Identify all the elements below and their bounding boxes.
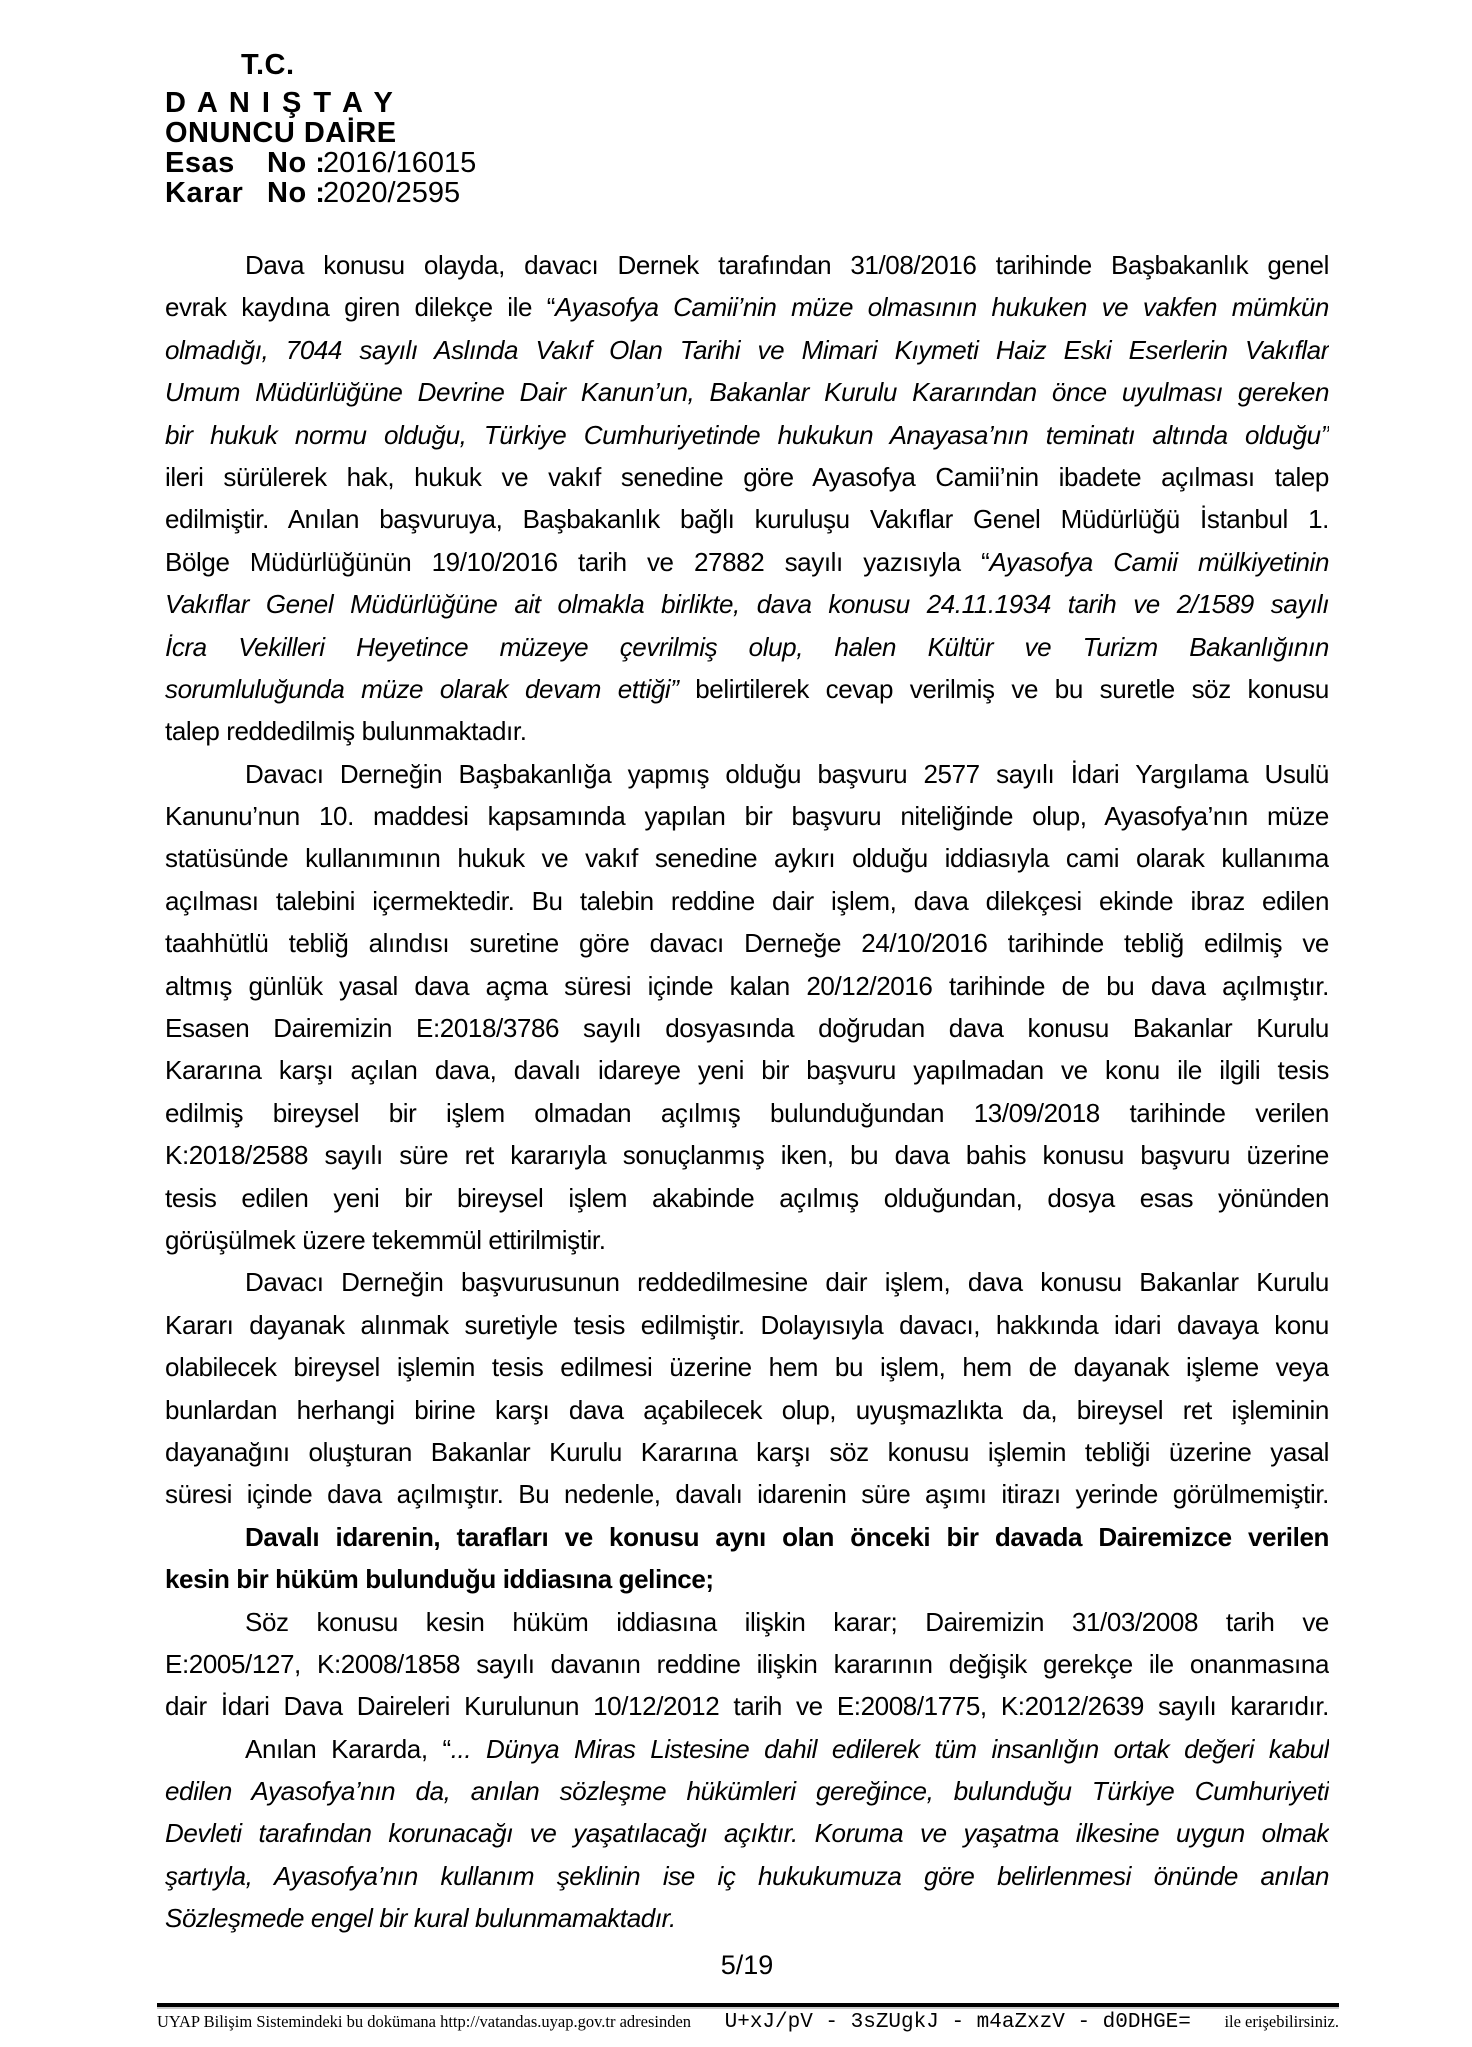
text-run: Bölge Müdürlüğünün 19/10/2016 tarih ve 27882 sayılı yazısıyla “ <box>165 546 990 577</box>
document-line <box>165 753 1329 795</box>
footer-divider <box>157 2003 1339 2007</box>
document-line <box>165 1558 1329 1600</box>
karar-number: 2020/2595 <box>323 177 461 209</box>
italic-run: edilen Ayasofya’nın da, anılan sözleşme hükümleri gereğince, bulunduğu Türkiye Cumhuriyeti <box>165 1776 1329 1807</box>
text-run: Esasen Dairemizin E:2018/3786 sayılı dosyasında doğrudan dava konusu Bakanlar Kurulu <box>165 1013 1329 1044</box>
italic-run: olmadığı, 7044 sayılı Aslında Vakıf Olan Tarihi ve Mimari Kıymeti Haiz Eski Eserlerin Vakıflar <box>165 334 1329 365</box>
document-body <box>165 244 1329 1940</box>
document-line <box>165 1728 1329 1770</box>
text-run: belirtilerek cevap verilmiş ve bu suretle söz konusu <box>678 673 1329 704</box>
karar-label: Karar <box>165 177 244 209</box>
text-run: taahhütlü tebliğ alındısı suretine göre davacı Derneğe 24/10/2016 tarihinde tebliğ edilmiş ve <box>165 928 1329 959</box>
esas-label: Esas <box>165 147 235 179</box>
text-run: Kararı dayanak alınmak suretiyle tesis edilmiştir. Dolayısıyla davacı, hakkında idari davaya konu <box>165 1309 1329 1340</box>
footer-access-code: U+xJ/pV - 3sZUgkJ - m4aZxzV - d0DHGE= <box>724 2011 1191 2034</box>
italic-run: Vakıflar Genel Müdürlüğüne ait olmakla birlikte, dava konusu 24.11.1934 tarih ve 2/1589 sayılı <box>165 589 1329 620</box>
text-run: ileri sürülerek hak, hukuk ve vakıf senedine göre Ayasofya Camii’nin ibadete açılması talep <box>165 461 1329 492</box>
document-line <box>165 1812 1329 1854</box>
document-line <box>165 541 1329 583</box>
chamber-name: ONUNCU DAİRE <box>165 117 397 149</box>
italic-run: sorumluluğunda müze olarak devam ettiği” <box>165 673 679 704</box>
document-line <box>165 498 1329 540</box>
text-run: altmış günlük yasal dava açma süresi içinde kalan 20/12/2016 tarihinde de bu dava açılmıştır. <box>165 970 1329 1001</box>
italic-run: Devleti tarafından korunacağı ve yaşatılacağı açıktır. Koruma ve yaşatma ilkesine uygun olmak <box>165 1818 1329 1849</box>
italic-run: Ayasofya Camii’nin müze olmasının hukuken ve vakfen mümkün <box>555 292 1329 323</box>
document-line <box>165 371 1329 413</box>
document-line <box>165 1346 1329 1388</box>
text-run: Kararına karşı açılan dava, davalı idareye yeni bir başvuru yapılmadan ve konu ile ilgili tesis <box>165 1055 1329 1086</box>
italic-run: İcra Vekilleri Heyetince müzeye çevrilmiş olup, halen Kültür ve Turizm Bakanlığının <box>165 631 1329 662</box>
document-line <box>165 668 1329 710</box>
bold-run: kesin bir hüküm bulunduğu iddiasına gelince; <box>165 1564 714 1595</box>
document-line <box>165 329 1329 371</box>
document-header <box>165 50 476 208</box>
esas-no-label: No : <box>267 147 326 179</box>
text-run: E:2005/127, K:2008/1858 sayılı davanın reddine ilişkin kararının değişik gerekçe ile onanmasına <box>165 1648 1329 1679</box>
italic-run: Sözleşmede engel bir kural bulunmamaktadır. <box>165 1903 676 1934</box>
text-run: Davacı Derneğin başvurusunun reddedilmesine dair işlem, dava konusu Bakanlar Kurulu <box>245 1267 1329 1298</box>
text-run: Davacı Derneğin Başbakanlığa yapmış olduğu başvuru 2577 sayılı İdari Yargılama Usulü <box>245 758 1329 789</box>
page-number: 5/19 <box>720 1950 774 1980</box>
document-line <box>165 583 1329 625</box>
italic-run: şartıyla, Ayasofya’nın kullanım şeklinin ise iç hukukumuza göre belirlenmesi önünde anılan <box>165 1860 1329 1891</box>
footer-access-suffix: ile erişebilirsiniz. <box>1224 2012 1339 2031</box>
esas-row <box>165 148 476 178</box>
document-line <box>165 1007 1329 1049</box>
bold-run: Davalı idarenin, tarafları ve konusu aynı olan önceki bir davada Dairemizce verilen <box>245 1521 1329 1552</box>
document-line <box>165 1134 1329 1176</box>
document-line <box>165 1219 1329 1261</box>
document-line <box>165 244 1329 286</box>
document-line <box>165 1304 1329 1346</box>
document-line <box>165 1601 1329 1643</box>
text-run: K:2018/2588 sayılı süre ret kararıyla sonuçlanmış iken, bu dava bahis konusu başvuru üzerine <box>165 1140 1329 1171</box>
document-line <box>165 1049 1329 1091</box>
document-line <box>165 880 1329 922</box>
text-run: olabilecek bireysel işlemin tesis edilmesi üzerine hem bu işlem, hem de dayanak işleme veya <box>165 1352 1329 1383</box>
text-run: görüşülmek üzere tekemmül ettirilmiştir. <box>165 1224 606 1255</box>
document-line <box>165 710 1329 752</box>
text-run: Anılan Kararda, “ <box>245 1733 451 1764</box>
text-run: bunlardan herhangi birine karşı dava açabilecek olup, uyuşmazlıkta da, bireysel ret işleminin <box>165 1394 1329 1425</box>
document-line <box>165 1177 1329 1219</box>
karar-no-label: No : <box>267 177 326 209</box>
italic-run: ... Dünya Miras Listesine dahil edilerek tüm insanlığın ortak değeri kabul <box>450 1733 1329 1764</box>
italic-run: bir hukuk normu olduğu, Türkiye Cumhuriyetinde hukukun Anayasa’nın teminatı altında olduğu” <box>165 419 1329 450</box>
text-run: edilmiş bireysel bir işlem olmadan açılmış bulunduğundan 13/09/2018 tarihinde verilen <box>165 1097 1329 1128</box>
footer-access-text: UYAP Bilişim Sistemindeki bu dokümana http://vatandas.uyap.gov.tr adresinden <box>157 2012 692 2031</box>
document-line <box>165 1473 1329 1515</box>
text-run: statüsünde kullanımının hukuk ve vakıf senedine aykırı olduğu iddiasıyla cami olarak kullanıma <box>165 843 1329 874</box>
text-run: evrak kaydına giren dilekçe ile “ <box>165 292 555 323</box>
document-line <box>165 456 1329 498</box>
esas-number: 2016/16015 <box>323 147 477 179</box>
text-run: dair İdari Dava Daireleri Kurulunun 10/12/2012 tarih ve E:2008/1775, K:2012/2639 sayılı kararıdır. <box>165 1691 1329 1722</box>
text-run: edilmiştir. Anılan başvuruya, Başbakanlık bağlı kuruluşu Vakıflar Genel Müdürlüğü İstanbul 1. <box>165 504 1329 535</box>
document-line <box>165 965 1329 1007</box>
text-run: açılması talebini içermektedir. Bu talebin reddine dair işlem, dava dilekçesi ekinde ibraz edilen <box>165 885 1329 916</box>
text-run: dayanağını oluşturan Bakanlar Kurulu Kararına karşı söz konusu işlemin tebliği üzerine yasal <box>165 1436 1329 1467</box>
document-line <box>165 414 1329 456</box>
text-run: Kanunu’nun 10. maddesi kapsamında yapılan bir başvuru niteliğinde olup, Ayasofya’nın müze <box>165 801 1329 832</box>
text-run: talep reddedilmiş bulunmaktadır. <box>165 716 527 747</box>
document-line <box>165 1685 1329 1727</box>
document-line <box>165 922 1329 964</box>
document-line <box>165 1897 1329 1939</box>
footer <box>157 2011 1339 2034</box>
document-line <box>165 1855 1329 1897</box>
document-line <box>165 795 1329 837</box>
karar-row <box>165 178 476 208</box>
document-line <box>165 1516 1329 1558</box>
italic-run: Ayasofya Camii mülkiyetinin <box>989 546 1329 577</box>
document-line <box>165 1389 1329 1431</box>
document-line <box>165 837 1329 879</box>
text-run: tesis edilen yeni bir bireysel işlem akabinde açılmış olduğundan, dosya esas yönünden <box>165 1182 1329 1213</box>
document-line <box>165 626 1329 668</box>
court-name: D A N I Ş T A Y <box>165 87 395 119</box>
court-abbr: T.C. <box>241 49 295 81</box>
text-run: Söz konusu kesin hüküm iddiasına ilişkin karar; Dairemizin 31/03/2008 tarih ve <box>245 1606 1329 1637</box>
document-line <box>165 1261 1329 1303</box>
text-run: süresi içinde dava açılmıştır. Bu nedenle, davalı idarenin süre aşımı itirazı yerinde görülmemiştir. <box>165 1479 1329 1510</box>
document-line <box>165 1643 1329 1685</box>
document-line <box>165 286 1329 328</box>
text-run: Dava konusu olayda, davacı Dernek tarafından 31/08/2016 tarihinde Başbakanlık genel <box>245 250 1329 280</box>
document-line <box>165 1092 1329 1134</box>
document-line <box>165 1431 1329 1473</box>
document-line <box>165 1770 1329 1812</box>
italic-run: Umum Müdürlüğüne Devrine Dair Kanun’un, Bakanlar Kurulu Kararından önce uyulması gereken <box>165 377 1329 408</box>
